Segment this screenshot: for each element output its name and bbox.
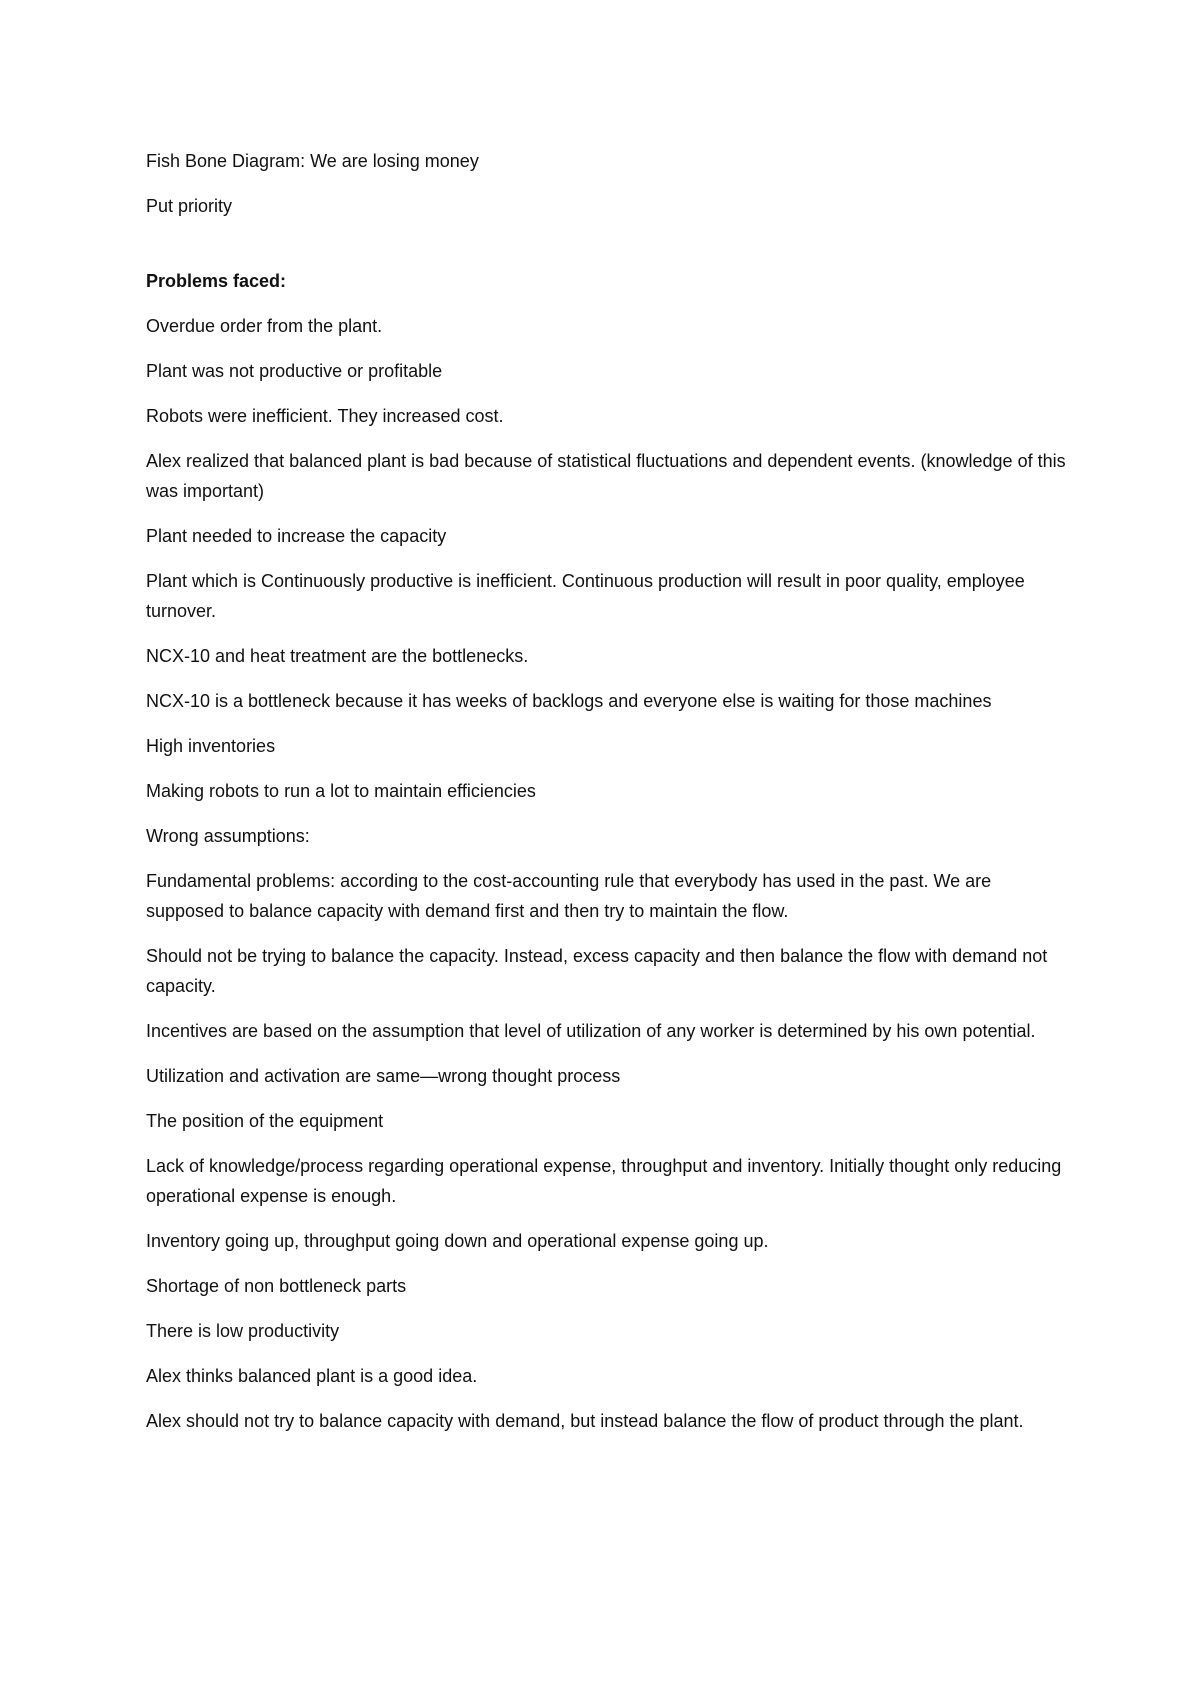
paragraph: High inventories: [146, 736, 276, 756]
paragraph: Robots were inefficient. They increased cost.: [146, 406, 504, 426]
section-heading: Problems faced:: [146, 271, 287, 291]
paragraph: There is low productivity: [146, 1321, 340, 1341]
paragraph: NCX-10 and heat treatment are the bottlenecks.: [146, 646, 529, 666]
paragraph: Plant needed to increase the capacity: [146, 526, 447, 546]
paragraph: Plant was not productive or profitable: [146, 361, 443, 381]
paragraph: The position of the equipment: [146, 1111, 384, 1131]
paragraph: Inventory going up, throughput going down and operational expense going up.: [146, 1231, 769, 1251]
paragraph: Making robots to run a lot to maintain efficiencies: [146, 781, 536, 801]
paragraph: Utilization and activation are same—wrong thought process: [146, 1066, 621, 1086]
document-body: [146, 146, 1066, 1451]
paragraph: Alex realized that balanced plant is bad because of statistical fluctuations and dependent events. (knowledge of this was important): [146, 451, 1066, 501]
paragraph: Shortage of non bottleneck parts: [146, 1276, 407, 1296]
paragraph: Fundamental problems: according to the cost-accounting rule that everybody has used in the past. We are supposed to balance capacity with demand first and then try to maintain the flow.: [146, 871, 992, 921]
paragraph: Overdue order from the plant.: [146, 316, 383, 336]
paragraph: Incentives are based on the assumption that level of utilization of any worker is determined by his own potential.: [146, 1021, 1036, 1041]
blank-line: [146, 236, 1066, 266]
paragraph: Should not be trying to balance the capacity. Instead, excess capacity and then balance the flow with demand not capacity.: [146, 946, 1048, 996]
document-title: Fish Bone Diagram: We are losing money: [146, 151, 479, 171]
document-subtitle: Put priority: [146, 196, 233, 216]
paragraph: Alex thinks balanced plant is a good idea.: [146, 1366, 478, 1386]
paragraph: NCX-10 is a bottleneck because it has weeks of backlogs and everyone else is waiting for those machines: [146, 691, 992, 711]
paragraph: Lack of knowledge/process regarding operational expense, throughput and inventory. Initially thought only reducing operational expense is enough.: [146, 1156, 1062, 1206]
paragraph: Plant which is Continuously productive is inefficient. Continuous production will result in poor quality, employee turnover.: [146, 571, 1025, 621]
paragraph: Wrong assumptions:: [146, 826, 310, 846]
paragraph: Alex should not try to balance capacity with demand, but instead balance the flow of product through the plant.: [146, 1411, 1024, 1431]
